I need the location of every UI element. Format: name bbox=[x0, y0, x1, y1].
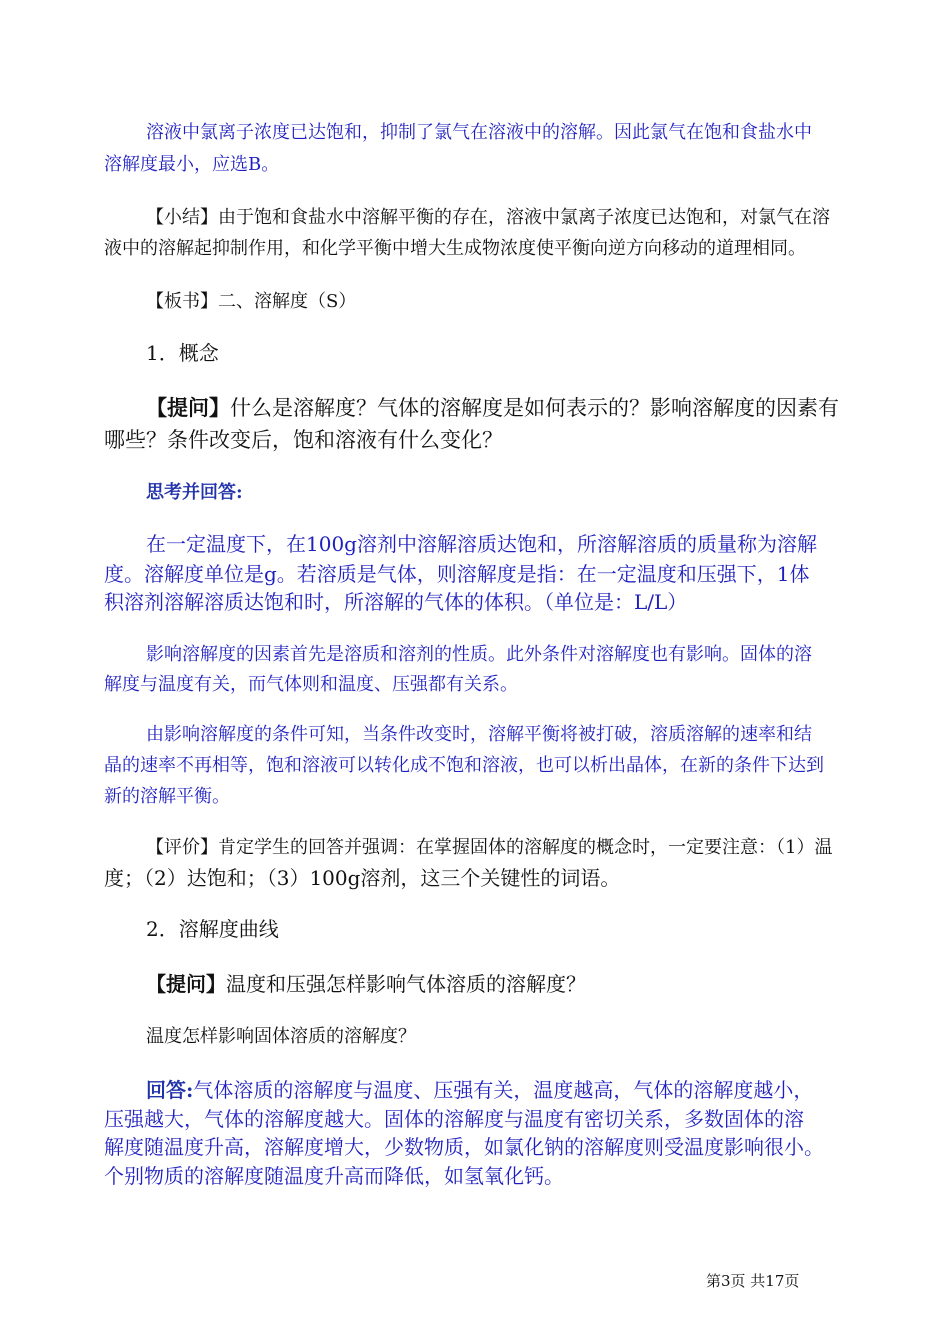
question-text: 什么是溶解度？气体的溶解度是如何表示的？影响溶解度的因素有 bbox=[230, 396, 839, 420]
answer-text: 气体溶质的溶解度与温度、压强有关，温度越高，气体的溶解度越小， bbox=[193, 1078, 814, 1102]
summary-line: 【小结】由于饱和食盐水中溶解平衡的存在，溶液中氯离子浓度已达饱和，对氯气在溶 bbox=[146, 207, 830, 228]
answer-line: 压强越大，气体的溶解度越大。固体的溶解度与温度有密切关系，多数固体的溶 bbox=[104, 1107, 804, 1131]
answer-line: 个别物质的溶解度随温度升高而降低，如氢氧化钙。 bbox=[104, 1164, 564, 1188]
question-tag: 【提问】 bbox=[146, 395, 230, 420]
factors-line: 解度与温度有关，而气体则和温度、压强都有关系。 bbox=[104, 674, 518, 695]
board-heading: 【板书】二、溶解度（S） bbox=[146, 291, 357, 312]
think-answer-label: 思考并回答: bbox=[146, 482, 243, 503]
change-line: 晶的速率不再相等，饱和溶液可以转化成不饱和溶液，也可以析出晶体，在新的条件下达到 bbox=[104, 755, 824, 776]
question-line: 哪些？条件改变后，饱和溶液有什么变化？ bbox=[104, 428, 503, 452]
answer-tag: 回答: bbox=[146, 1078, 194, 1102]
evaluation-line: 【评价】肯定学生的回答并强调：在掌握固体的溶解度的概念时，一定要注意：（1）温 bbox=[146, 837, 833, 858]
evaluation-line: 度；（2）达饱和；（3）100g溶剂，这三个关键性的词语。 bbox=[104, 866, 621, 890]
answer-line: 在一定温度下，在100g溶剂中溶解溶质达饱和，所溶解溶质的质量称为溶解 bbox=[146, 532, 817, 556]
question-line: 温度怎样影响固体溶质的溶解度？ bbox=[146, 1026, 416, 1047]
answer-line bbox=[146, 1074, 896, 1103]
question-tag: 【提问】 bbox=[146, 972, 226, 996]
factors-line: 影响溶解度的因素首先是溶质和溶剂的性质。此外条件对溶解度也有影响。固体的溶 bbox=[146, 644, 812, 665]
answer-line: 解度随温度升高，溶解度增大，少数物质，如氯化钠的溶解度则受温度影响很小。 bbox=[104, 1135, 824, 1159]
section-heading-concept: 1．概念 bbox=[146, 341, 219, 365]
change-line: 新的溶解平衡。 bbox=[104, 786, 230, 807]
answer-line: 度。溶解度单位是g。若溶质是气体，则溶解度是指：在一定温度和压强下，1体 bbox=[104, 562, 810, 586]
question-line bbox=[146, 392, 896, 422]
paragraph-line: 溶液中氯离子浓度已达饱和，抑制了氯气在溶液中的溶解。因此氯气在饱和食盐水中 bbox=[146, 122, 812, 143]
question-line bbox=[146, 968, 896, 997]
summary-line: 液中的溶解起抑制作用，和化学平衡中增大生成物浓度使平衡向逆方向移动的道理相同。 bbox=[104, 238, 806, 259]
page-number: 第3页 共17页 bbox=[706, 1272, 800, 1290]
change-line: 由影响溶解度的条件可知，当条件改变时，溶解平衡将被打破，溶质溶解的速率和结 bbox=[146, 724, 812, 745]
answer-line: 积溶剂溶解溶质达饱和时，所溶解的气体的体积。（单位是：L/L） bbox=[104, 590, 688, 614]
paragraph-line: 溶解度最小，应选B。 bbox=[104, 154, 280, 175]
section-heading-curve: 2．溶解度曲线 bbox=[146, 917, 279, 941]
question-text: 温度和压强怎样影响气体溶质的溶解度？ bbox=[226, 972, 586, 996]
